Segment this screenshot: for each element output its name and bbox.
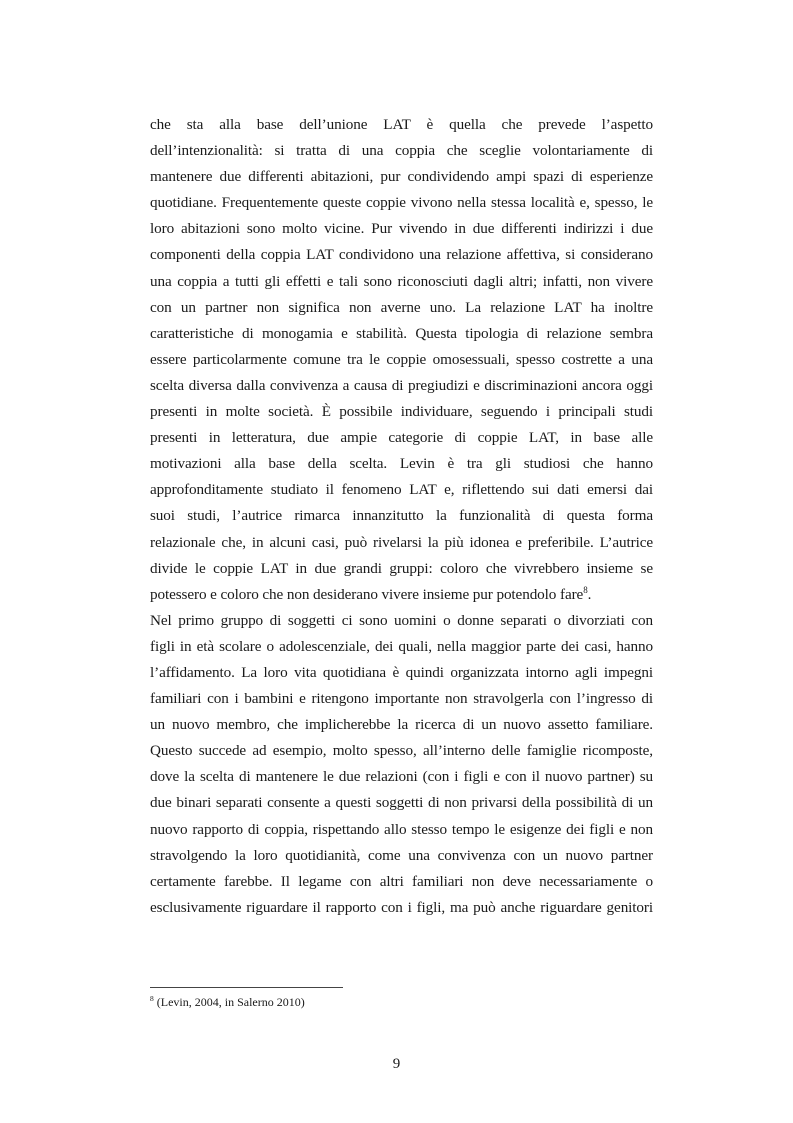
text-line: due binari separati consente a questi soggetti di non privarsi della possibilità di un [150,794,653,812]
page-number: 9 [392,1056,401,1072]
text-line: che sta alla base dell’unione LAT è quella che prevede l’aspetto [150,116,653,133]
text-line: certamente farebbe. Il legame con altri familiari non deve necessariamente o [150,872,653,890]
text-line: dove la scelta di mantenere le due relazioni (con i figli e con il nuovo partner) su [150,768,653,786]
text-line: un nuovo membro, che implicherebbe la ricerca di un nuovo assetto familiare. [150,716,653,734]
text-line: figli in età scolare o adolescenziale, dei quali, nella maggior parte dei casi, hanno [150,637,653,655]
text-line: Nel primo gruppo di soggetti ci sono uomini o donne separati o divorziati con [150,611,653,629]
text-line: presenti in molte società. È possibile individuare, seguendo i principali studi [150,403,653,421]
text-line: divide le coppie LAT in due grandi gruppi: coloro che vivrebbero insieme se [150,559,653,577]
text-line: esclusivamente riguardare il rapporto con i figli, ma può anche riguardare genitori [150,898,653,916]
paragraph-1 [150,112,653,582]
text-line: essere particolarmente comune tra le coppie omosessuali, spesso costrette a una [150,350,653,368]
text-line: motivazioni alla base della scelta. Levin è tra gli studiosi che hanno [150,455,653,473]
text-line: componenti della coppia LAT condividono una relazione affettiva, si considerano [150,246,653,264]
paragraph-1-last-text: potessero e coloro che non desiderano vivere insieme pur potendolo fare [150,585,584,603]
body-text [150,112,653,921]
footnote-reference[interactable]: 8 [583,584,588,595]
text-line: relazionale che, in alcuni casi, può rivelarsi la più idonea e preferibile. L’autrice [150,533,653,551]
paragraph-1-end: . [587,585,592,603]
text-line: con un partner non significa non averne uno. La relazione LAT ha inoltre [150,298,653,316]
footnote [150,995,305,1010]
text-line: nuovo rapporto di coppia, rispettando allo stesso tempo le esigenze dei figli e non [150,820,653,838]
paragraph-2 [150,608,653,921]
text-line: approfonditamente studiato il fenomeno LAT e, riflettendo sui dati emersi dai [150,481,653,499]
text-line: una coppia a tutti gli effetti e tali sono riconosciuti dagli altri; infatti, non vivere [150,272,653,290]
text-line: caratteristiche di monogamia e stabilità. Questa tipologia di relazione sembra [150,324,653,342]
footnote-text: (Levin, 2004, in Salerno 2010) [153,995,305,1009]
text-line: suoi studi, l’autrice rimarca innanzitutto la funzionalità di questa forma [150,507,653,525]
text-line: l’affidamento. La loro vita quotidiana è quindi organizzata intorno agli impegni [150,663,653,681]
text-line: mantenere due differenti abitazioni, pur condividendo ampi spazi di esperienze [150,168,653,186]
text-line: familiari con i bambini e ritengono importante non stravolgerla con l’ingresso di [150,690,653,708]
footnote-number: 8 [150,994,154,1003]
text-line: presenti in letteratura, due ampie categorie di coppie LAT, in base alle [150,429,653,447]
text-line: stravolgendo la loro quotidianità, come una convivenza con un nuovo partner [150,846,653,864]
footnote-separator [150,987,343,988]
paragraph-1-last-line [150,582,653,608]
text-line: Questo succede ad esempio, molto spesso, all’interno delle famiglie ricomposte, [150,742,653,760]
text-line: quotidiane. Frequentemente queste coppie vivono nella stessa località e, spesso, le [150,194,653,212]
text-line: scelta diversa dalla convivenza a causa di pregiudizi e discriminazioni ancora oggi [150,376,653,394]
text-line: dell’intenzionalità: si tratta di una coppia che sceglie volontariamente di [150,142,653,160]
text-line: loro abitazioni sono molto vicine. Pur vivendo in due differenti indirizzi i due [150,220,653,238]
